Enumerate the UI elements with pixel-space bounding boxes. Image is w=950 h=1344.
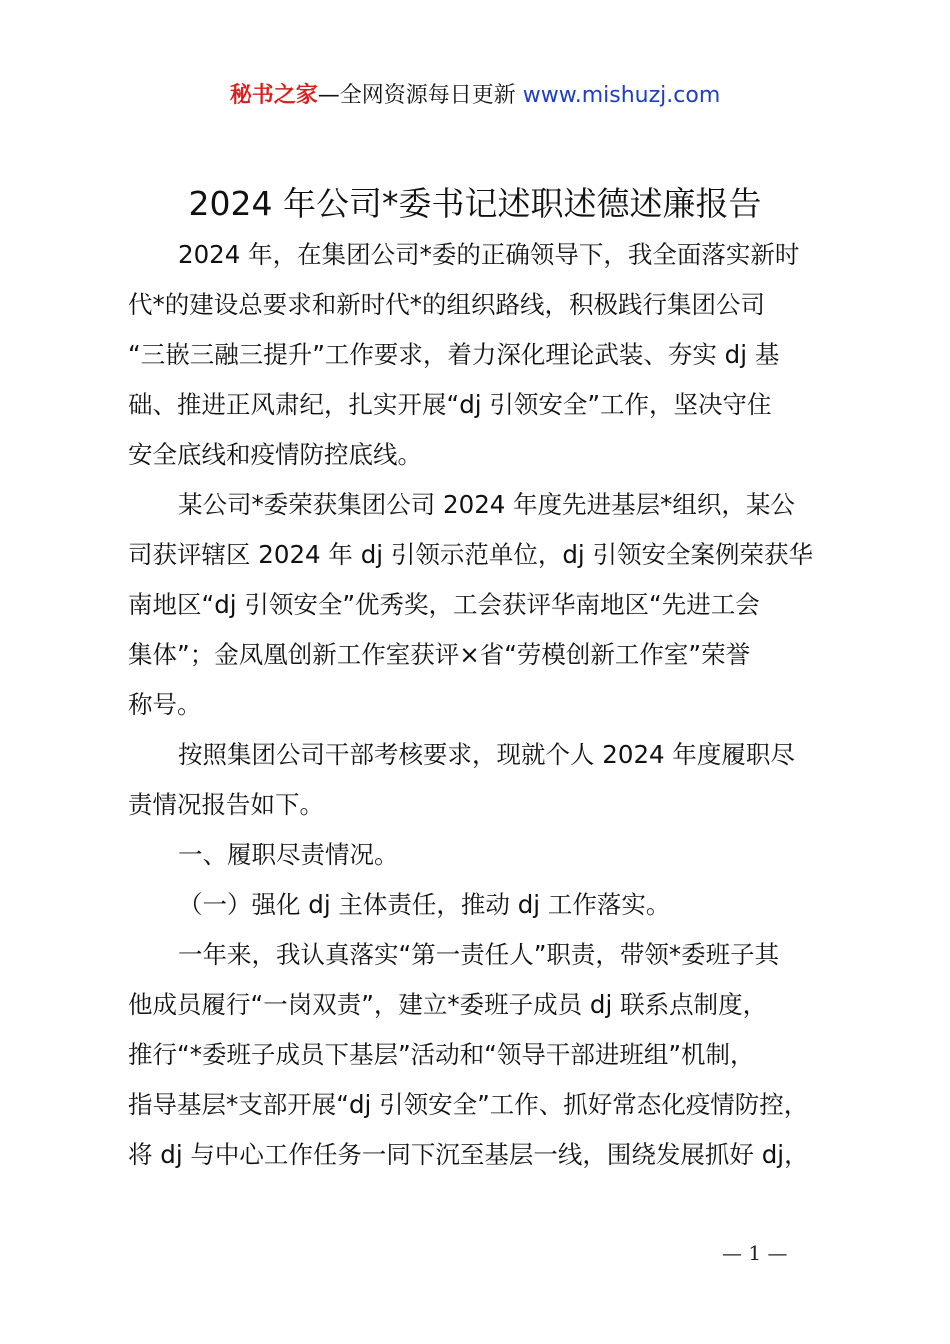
body-line: 将 dj 与中心工作任务一同下沉至基层一线，围绕发展抓好 dj， — [128, 1140, 809, 1169]
body-line: “三嵌三融三提升”工作要求，着力深化理论武装、夯实 dj 基 — [128, 340, 780, 369]
document-body — [128, 230, 838, 1180]
subsection-heading: （一）强化 dj 主体责任，推动 dj 工作落实。 — [178, 890, 671, 919]
body-line: 集体”；金凤凰创新工作室获评×省“劳模创新工作室”荣誉 — [128, 640, 751, 669]
site-header — [0, 80, 950, 112]
body-line: 按照集团公司干部考核要求，现就个人 2024 年度履职尽 — [178, 740, 795, 769]
body-line: 他成员履行“一岗双责”，建立*委班子成员 dj 联系点制度， — [128, 990, 768, 1019]
body-line: 司获评辖区 2024 年 dj 引领示范单位，dj 引领安全案例荣获华 — [128, 540, 814, 569]
body-line: 2024 年，在集团公司*委的正确领导下，我全面落实新时 — [178, 240, 800, 269]
body-line: 某公司*委荣获集团公司 2024 年度先进基层*组织，某公 — [178, 490, 795, 519]
body-line: 指导基层*支部开展“dj 引领安全”工作、抓好常态化疫情防控， — [128, 1090, 809, 1119]
page-number: — 1 — — [722, 1241, 788, 1265]
body-line: 安全底线和疫情防控底线。 — [128, 440, 422, 469]
brand-name: 秘书之家 — [229, 83, 318, 108]
body-line: 一年来，我认真落实“第一责任人”职责，带领*委班子其 — [178, 940, 780, 969]
section-heading: 一、履职尽责情况。 — [178, 840, 399, 869]
body-line: 称号。 — [128, 690, 202, 719]
body-line: 础、推进正风肃纪，扎实开展“dj 引领安全”工作，坚决守住 — [128, 390, 772, 419]
site-url-link[interactable]: www.mishuzj.com — [522, 83, 721, 108]
body-line: 推行“*委班子成员下基层”活动和“领导干部进班组”机制， — [128, 1040, 755, 1069]
body-line: 责情况报告如下。 — [128, 790, 324, 819]
body-line: 南地区“dj 引领安全”优秀奖，工会获评华南地区“先进工会 — [128, 590, 760, 619]
body-line: 代*的建设总要求和新时代*的组织路线，积极践行集团公司 — [128, 290, 765, 319]
document-title: 2024 年公司*委书记述职述德述廉报告 — [188, 184, 762, 223]
header-tagline: —全网资源每日更新 — [317, 83, 516, 108]
